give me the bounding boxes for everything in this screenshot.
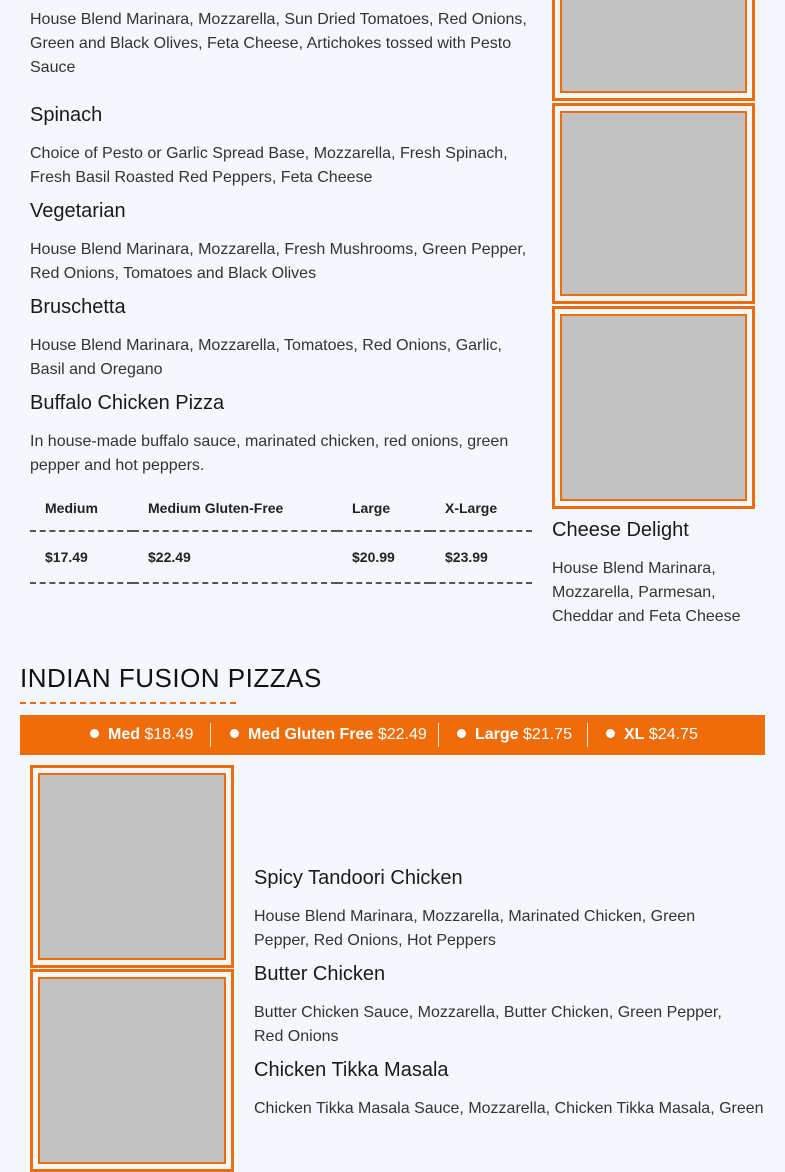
price-table-header-row (30, 486, 532, 531)
menu-item-desc: Chicken Tikka Masala Sauce, Mozzarella, Chicken Tikka Masala, Green (254, 1100, 764, 1117)
price-table-value-row (30, 531, 532, 583)
menu-item-butter-chicken (254, 962, 754, 1049)
price-option-label: Med (108, 726, 140, 743)
menu-item-cheese-delight (552, 518, 752, 629)
price-header-x-large: X-Large (430, 486, 532, 531)
pizza-image-4 (30, 765, 234, 968)
price-value-medium-gluten-free: $22.49 (133, 531, 337, 583)
bullet-icon (230, 729, 239, 738)
image-placeholder (38, 977, 226, 1164)
price-separator (438, 723, 439, 747)
menu-item-title: Vegetarian (30, 200, 126, 222)
menu-item-desc: House Blend Marinara, Mozzarella, Fresh Mushrooms, Green Pepper, Red Onions, Tomatoes and Black Olives (30, 241, 527, 282)
price-option-label: Med Gluten Free (248, 726, 374, 743)
menu-item-spinach (30, 103, 530, 190)
menu-item-bruschetta (30, 295, 532, 382)
menu-item-desc: House Blend Marinara, Mozzarella, Parmesan, Cheddar and Feta Cheese (552, 560, 741, 625)
pizza-image-3 (552, 306, 755, 509)
pizza-image-5 (30, 969, 234, 1172)
pizza-image-1 (552, 0, 755, 101)
menu-item-buffalo-chicken (30, 391, 530, 478)
menu-item-desc: In house-made buffalo sauce, marinated chicken, red onions, green pepper and hot peppers. (30, 433, 509, 474)
price-option-med (90, 715, 193, 755)
section-title-underline (20, 702, 236, 704)
menu-item-title: Cheese Delight (552, 519, 689, 541)
price-option-value: $22.49 (377, 726, 427, 743)
menu-item-title: Butter Chicken (254, 963, 386, 985)
image-placeholder (560, 111, 747, 296)
price-value-large: $20.99 (337, 531, 430, 583)
price-option-label: XL (624, 726, 645, 743)
price-option-med-gluten-free (230, 715, 427, 755)
image-placeholder (38, 773, 226, 960)
price-header-medium: Medium (30, 486, 133, 531)
price-option-large (457, 715, 572, 755)
price-option-xl (606, 715, 698, 755)
price-value-medium: $17.49 (30, 531, 133, 583)
price-option-value: $18.49 (144, 726, 194, 743)
price-header-medium-gluten-free: Medium Gluten-Free (133, 486, 337, 531)
menu-item-desc: House Blend Marinara, Mozzarella, Tomatoes, Red Onions, Garlic, Basil and Oregano (30, 337, 502, 378)
menu-item-desc: House Blend Marinara, Mozzarella, Marinated Chicken, Green Pepper, Red Onions, Hot Peppers (254, 908, 696, 949)
image-placeholder (560, 314, 747, 501)
menu-item-vegetarian (30, 199, 530, 286)
menu-item-title: Bruschetta (30, 296, 126, 318)
menu-item-desc: Choice of Pesto or Garlic Spread Base, Mozzarella, Fresh Spinach, Fresh Basil Roasted Red Peppers, Feta Cheese (30, 145, 508, 186)
price-value-x-large: $23.99 (430, 531, 532, 583)
price-separator (587, 723, 588, 747)
menu-item-title: Chicken Tikka Masala (254, 1059, 449, 1081)
menu-item-desc: House Blend Marinara, Mozzarella, Sun Dried Tomatoes, Red Onions, Green and Black Olives, Feta Cheese, Artichokes tossed with Pesto Sauce (30, 11, 527, 76)
price-separator (210, 723, 211, 747)
price-option-label: Large (475, 726, 519, 743)
menu-item-desc: Butter Chicken Sauce, Mozzarella, Butter Chicken, Green Pepper, Red Onions (254, 1004, 722, 1045)
bullet-icon (90, 729, 99, 738)
bullet-icon (606, 729, 615, 738)
price-option-value: $24.75 (648, 726, 698, 743)
menu-item-title: Spicy Tandoori Chicken (254, 867, 463, 889)
price-header-large: Large (337, 486, 430, 531)
price-option-value: $21.75 (523, 726, 572, 743)
menu-item-spicy-tandoori-chicken (254, 866, 754, 953)
menu-item-1 (30, 8, 530, 80)
menu-item-title: Spinach (30, 104, 103, 126)
image-placeholder (560, 0, 747, 93)
section-title: INDIAN FUSION PIZZAS (20, 663, 322, 693)
menu-item-title: Buffalo Chicken Pizza (30, 392, 225, 414)
pizza-image-2 (552, 103, 755, 304)
price-bar (20, 715, 765, 755)
menu-item-chicken-tikka-masala (254, 1058, 764, 1121)
bullet-icon (457, 729, 466, 738)
price-table (30, 486, 532, 584)
